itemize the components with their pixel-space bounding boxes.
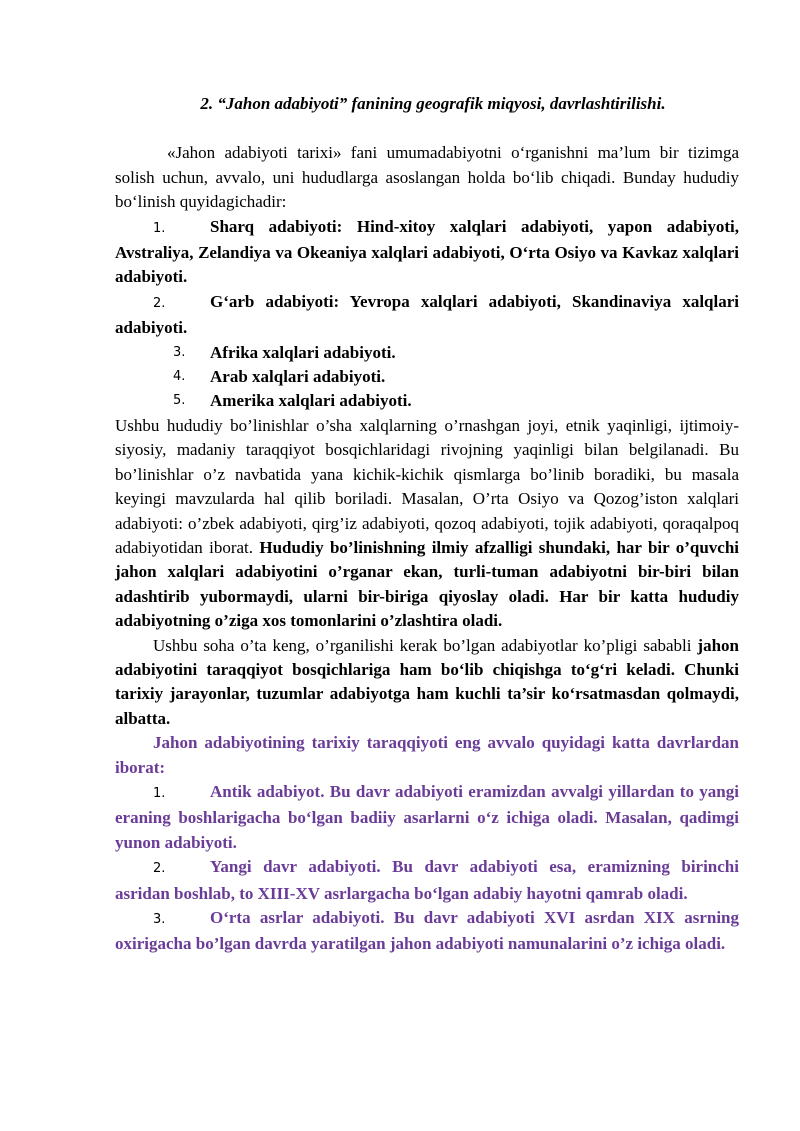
period-item-3 — [115, 906, 739, 957]
period-text: O‘rta asrlar adabiyoti. Bu davr adabiyoti XVI asrdan XIX asrning oxirigacha bo’lgan davrda yaratilgan jahon adabiyoti namunalarini o’z ichiga oladi. — [115, 908, 739, 954]
region-number: 4. — [173, 369, 186, 385]
period-item-2 — [115, 855, 739, 906]
region-item-4 — [115, 365, 739, 389]
intro-paragraph: «Jahon adabiyoti tarixi» fani umumadabiyotni o‘rganishni ma’lum bir tizimga solish uchun, avvalo, uni hududlarga asoslangan holda bo‘lib chiqadi. Bunday hududiy bo‘linish quyidagichadir: — [115, 143, 739, 212]
regional-explanation-text: Ushbu hududiy bo’linishlar o’sha xalqlarning o’rnashgan joyi, etnik yaqinligi, ijtimoiy-siyosiy, madaniy taraqqiyot bosqichlaridagi rivojning yaqinligi bilan belgilanadi. Bu bo’linishlar o’z navbatida yana kichik-kichik qismlarga bo’linib boradiki, bu masala keyingi mavzularda hal qilib boriladi. Masalan, O’rta Osiyo va Qozog’iston xalqlari adabiyoti: o’zbek adabiyoti, qirg’iz adabiyoti, qozoq adabiyoti, tojik adabiyoti, qoraqalpoq adabiyotidan iborat. — [115, 415, 739, 557]
period-item-1 — [115, 780, 739, 855]
region-text: Amerika xalqlari adabiyoti. — [210, 391, 412, 411]
region-item-5 — [115, 389, 739, 413]
region-text: Arab xalqlari adabiyoti. — [210, 367, 386, 387]
periodization-bold-text: jahon adabiyotini taraqqiyot bosqichlariga ham bo‘lib chiqishga to‘g‘ri keladi. Chunki tarixiy jarayonlar, tuzumlar adabiyotga ham kuchli ta’sir ko‘rsatmasdan qolmaydi, albatta. — [115, 635, 739, 728]
region-text: G‘arb adabiyoti: Yevropa xalqlari adabiyoti, Skandinaviya xalqlari adabiyoti. — [115, 291, 739, 338]
period-number: 3. — [153, 912, 166, 927]
period-number: 1. — [153, 785, 166, 801]
region-text: Afrika xalqlari adabiyoti. — [210, 342, 396, 362]
period-text: Yangi davr adabiyoti. Bu davr adabiyoti esa, eramizning birinchi asridan boshlab, to XIII-XV asrlargacha bo‘lgan adabiy hayotni qamrab oladi. — [115, 857, 739, 903]
periodization-paragraph — [115, 634, 739, 732]
region-number: 5. — [173, 393, 186, 409]
region-item-3 — [115, 341, 739, 365]
region-item-1 — [115, 215, 739, 290]
region-number: 1. — [153, 220, 166, 236]
document-page — [115, 92, 739, 957]
region-number: 2. — [153, 295, 166, 311]
periodization-text: Ushbu soha o’ta keng, o’rganilishi kerak bo’lgan adabiyotlar ko’pligi sababli — [153, 635, 692, 655]
section-title: 2. “Jahon adabiyoti” fanining geografik miqyosi, davrlashtirilishi. — [200, 94, 666, 113]
period-text: Antik adabiyot. Bu davr adabiyoti eramizdan avvalgi yillardan to yangi eraning boshlarigacha bo‘lgan badiiy asarlarni o‘z ichiga oladi. Masalan, qadimgi yunon adabiyoti. — [115, 781, 739, 852]
region-text: Sharq adabiyoti: Hind-xitoy xalqlari adabiyoti, yapon adabiyoti, Avstraliya, Zelandiya va Okeaniya xalqlari adabiyoti, O‘rta Osiyo va Kavkaz xalqlari adabiyoti. — [115, 216, 739, 287]
regional-advantage-text: Hududiy bo’linishning ilmiy afzalligi shundaki, har bir o’quvchi jahon xalqlari adabiyotini o’rganar ekan, turli-tuman adabiyotni bir-biri bilan adashtirib yubormaydi, ularni bir-biriga qiyoslay oladi. Har bir katta hududiy adabiyotning o’ziga xos tomonlarini o’zlashtira oladi. — [115, 537, 739, 631]
periods-intro: Jahon adabiyotining tarixiy taraqqiyoti eng avvalo quyidagi katta davrlardan iborat: — [115, 733, 739, 777]
regional-explanation-paragraph — [115, 414, 739, 634]
region-number: 3. — [173, 344, 186, 360]
period-number: 2. — [153, 861, 166, 877]
region-item-2 — [115, 290, 739, 341]
